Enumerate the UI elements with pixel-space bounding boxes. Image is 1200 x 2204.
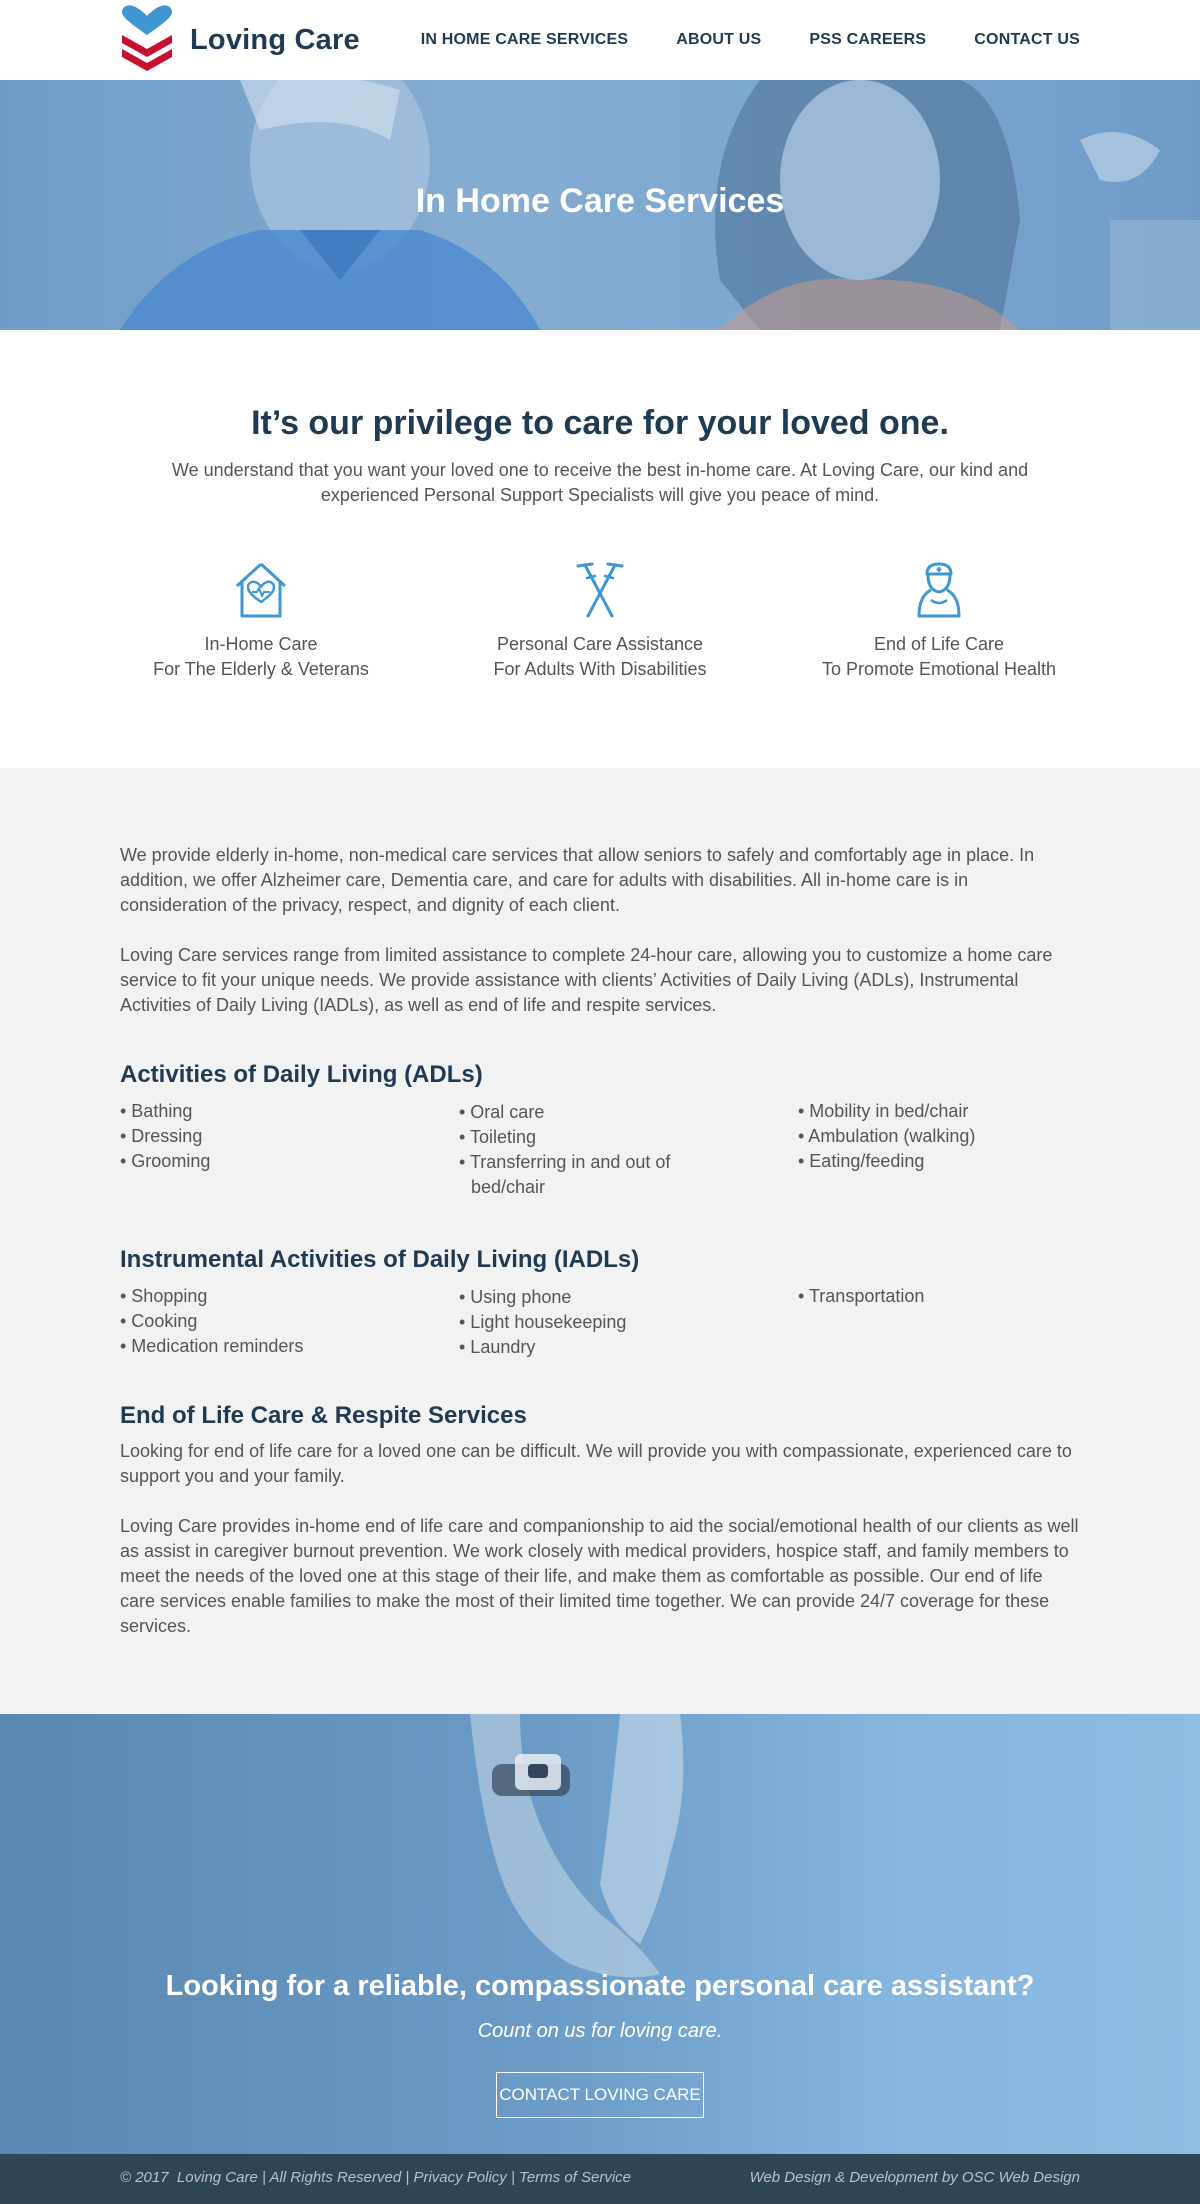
eol-paragraph: Loving Care provides in-home end of life care and companionship to aid the social/emotional health of our clients as well as assist in caregiver burnout prevention. We work closely with medical providers, hospice staff, and family members to meet the needs of the loved one at this stage of their life, and make them as comfortable as possible. Our end of life care services enable families to make the most of their limited time together. We can provide 24/7 coverage for these services.: [120, 1516, 1079, 1636]
logo-text: Loving Care: [190, 23, 360, 56]
footer-legal: [120, 2169, 631, 2186]
copyright-text: © 2017 Loving Care | All Rights Reserved |: [120, 2169, 410, 2186]
terms-of-service-link[interactable]: Terms of Service: [519, 2169, 632, 2186]
service-subtitle: For Adults With Disabilities: [493, 659, 707, 679]
list-item: • Shopping: [120, 1286, 208, 1306]
hero-title: In Home Care Services: [415, 182, 785, 220]
intro-text: We understand that you want your loved one to receive the best in-home care. At Loving Care, our kind and experienced Personal Support Specialists will give you peace of mind.: [171, 460, 1029, 505]
list-item: • Laundry: [459, 1337, 536, 1357]
details-paragraph: Loving Care services range from limited assistance to complete 24-hour care, allowing you to customize a home care service to fit your unique needs. We provide assistance with clients’ Activities of Daily Living (ADLs), Instrumental Activities of Daily Living (IADLs), as well as end of life and respite services.: [120, 945, 1053, 1015]
service-subtitle: For The Elderly & Veterans: [153, 659, 369, 679]
list-item: • Grooming: [120, 1151, 211, 1171]
list-item: • Medication reminders: [120, 1336, 304, 1356]
service-title: Personal Care Assistance: [496, 634, 704, 654]
house-heart-icon: [231, 560, 291, 620]
list-item: • Using phone: [459, 1287, 572, 1307]
nav-about-us[interactable]: ABOUT US: [676, 31, 762, 48]
nav-pss-careers[interactable]: PSS CAREERS: [809, 31, 927, 48]
nav-contact-us[interactable]: CONTACT US: [974, 31, 1080, 48]
list-item: • Mobility in bed/chair: [798, 1101, 969, 1121]
adl-list: [459, 1100, 719, 1200]
footer-separator: |: [510, 2169, 515, 2186]
cta-section: [0, 1714, 1200, 2154]
list-item: • Oral care: [459, 1102, 545, 1122]
list-item: • Toileting: [459, 1127, 537, 1147]
adl-list: [120, 1099, 420, 1174]
logo[interactable]: [120, 4, 360, 76]
eol-paragraph: Looking for end of life care for a loved one can be difficult. We will provide you with compassionate, experienced care to support you and your family.: [120, 1441, 1072, 1486]
adl-heading: Activities of Daily Living (ADLs): [120, 1061, 483, 1088]
iadl-list: [120, 1284, 420, 1359]
service-personal-care: [440, 560, 760, 682]
cta-subheading: Count on us for loving care.: [477, 2020, 723, 2042]
heart-logo-icon: [120, 5, 174, 75]
crutches-icon: [570, 560, 630, 620]
details-section: [0, 768, 1200, 1714]
details-paragraph: We provide elderly in-home, non-medical care services that allow seniors to safely and comfortably age in place. In addition, we offer Alzheimer care, Dementia care, and care for adults with disabilities. All in-home care is in consideration of the privacy, respect, and dignity of each client.: [120, 845, 1035, 915]
iadl-heading: Instrumental Activities of Daily Living (IADLs): [120, 1246, 640, 1273]
eol-heading: End of Life Care & Respite Services: [120, 1402, 527, 1429]
service-in-home-care: [101, 560, 421, 682]
list-item: • Transportation: [798, 1286, 925, 1306]
list-item: • Eating/feeding: [798, 1151, 925, 1171]
privacy-policy-link[interactable]: Privacy Policy: [413, 2169, 507, 2186]
list-item: • Dressing: [120, 1126, 203, 1146]
cta-heading: Looking for a reliable, compassionate personal care assistant?: [165, 1970, 1035, 2002]
site-header: [0, 0, 1200, 80]
iadl-list: [798, 1284, 1098, 1309]
adl-list: [798, 1099, 1098, 1174]
service-subtitle: To Promote Emotional Health: [821, 659, 1057, 679]
site-footer: [0, 2154, 1200, 2204]
designer-credit-link[interactable]: Web Design & Development by OSC Web Design: [749, 2169, 1080, 2186]
list-item: • Ambulation (walking): [798, 1126, 976, 1146]
intro-heading: It’s our privilege to care for your loved one.: [251, 404, 949, 442]
list-item: • Bathing: [120, 1101, 193, 1121]
main-nav: [373, 0, 1080, 80]
service-end-of-life: [779, 560, 1099, 682]
nurse-icon: [909, 560, 969, 620]
iadl-list: [459, 1285, 759, 1360]
list-item: • Transferring in and out of bed/chair: [459, 1152, 671, 1197]
service-title: End of Life Care: [873, 634, 1005, 654]
contact-loving-care-button[interactable]: CONTACT LOVING CARE: [496, 2072, 704, 2118]
hero-banner: [0, 80, 1200, 330]
service-title: In-Home Care: [204, 634, 318, 654]
intro-section: [0, 330, 1200, 768]
nav-in-home-care-services[interactable]: IN HOME CARE SERVICES: [420, 31, 629, 48]
list-item: • Cooking: [120, 1311, 198, 1331]
list-item: • Light housekeeping: [459, 1312, 627, 1332]
